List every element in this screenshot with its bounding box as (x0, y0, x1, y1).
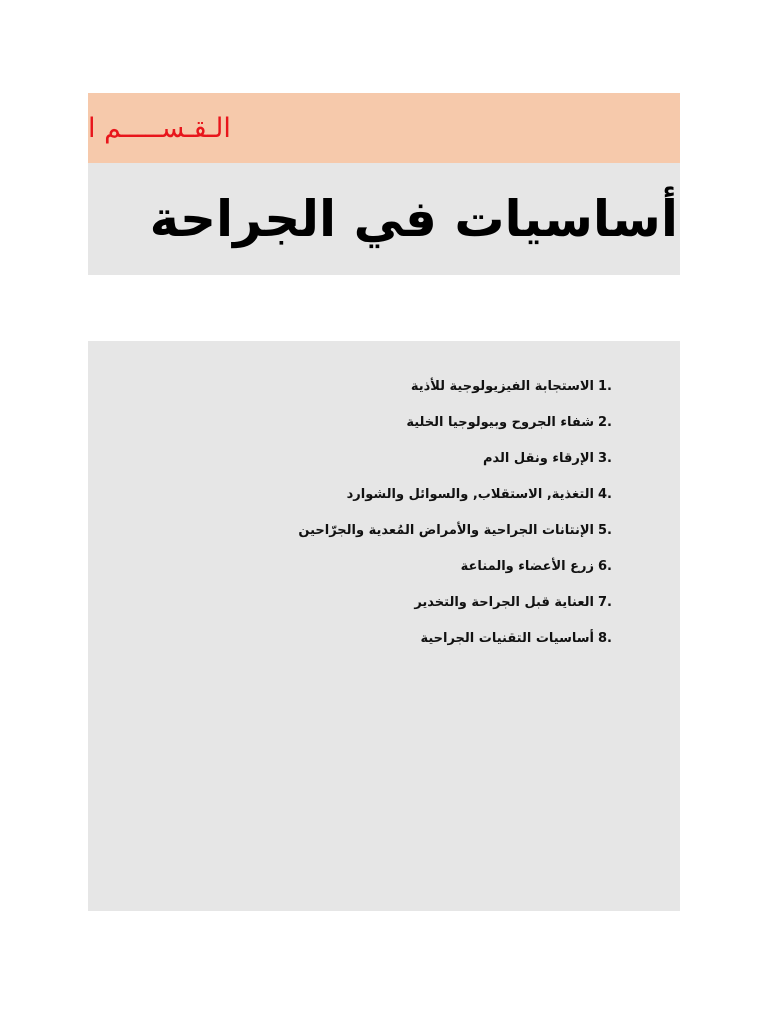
contents-item-number: 2. (598, 415, 612, 430)
contents-item (88, 559, 612, 595)
contents-item-text: العناية قبل الجراحة والتخدير (414, 595, 595, 610)
contents-item-number: 3. (598, 451, 612, 466)
section-header-band (88, 93, 680, 163)
section-label: الـقـســـــم ا (88, 112, 231, 144)
contents-item-text: زرع الأعضاء والمناعة (460, 559, 595, 574)
page-title: أساسيات في الجراحة (149, 190, 678, 248)
contents-item-number: 6. (598, 559, 612, 574)
contents-item-text: الاستجابة الفيزيولوجية للأذية (410, 379, 595, 394)
contents-item-number: 1. (598, 379, 612, 394)
contents-item (88, 595, 612, 631)
contents-item-number: 7. (598, 595, 612, 610)
contents-item (88, 451, 612, 487)
contents-item (88, 379, 612, 415)
contents-item (88, 631, 612, 667)
title-band (88, 163, 680, 275)
contents-item-number: 5. (598, 523, 612, 538)
contents-item (88, 415, 612, 451)
contents-list (88, 379, 612, 667)
contents-item (88, 523, 612, 559)
contents-item (88, 487, 612, 523)
contents-item-text: الإرقاء ونقل الدم (483, 451, 595, 466)
contents-item-text: التغذية, الاستقلاب, والسوائل والشوارد (346, 487, 595, 502)
contents-item-text: شفاء الجروح وبيولوجيا الخلية (406, 415, 595, 430)
contents-item-text: الإنتانات الجراحية والأمراض المُعدية والجرّاحين (298, 523, 595, 538)
contents-item-number: 4. (598, 487, 612, 502)
contents-item-text: أساسيات التقنيات الجراحية (420, 631, 595, 646)
table-of-contents (88, 341, 680, 911)
contents-item-number: 8. (598, 631, 612, 646)
